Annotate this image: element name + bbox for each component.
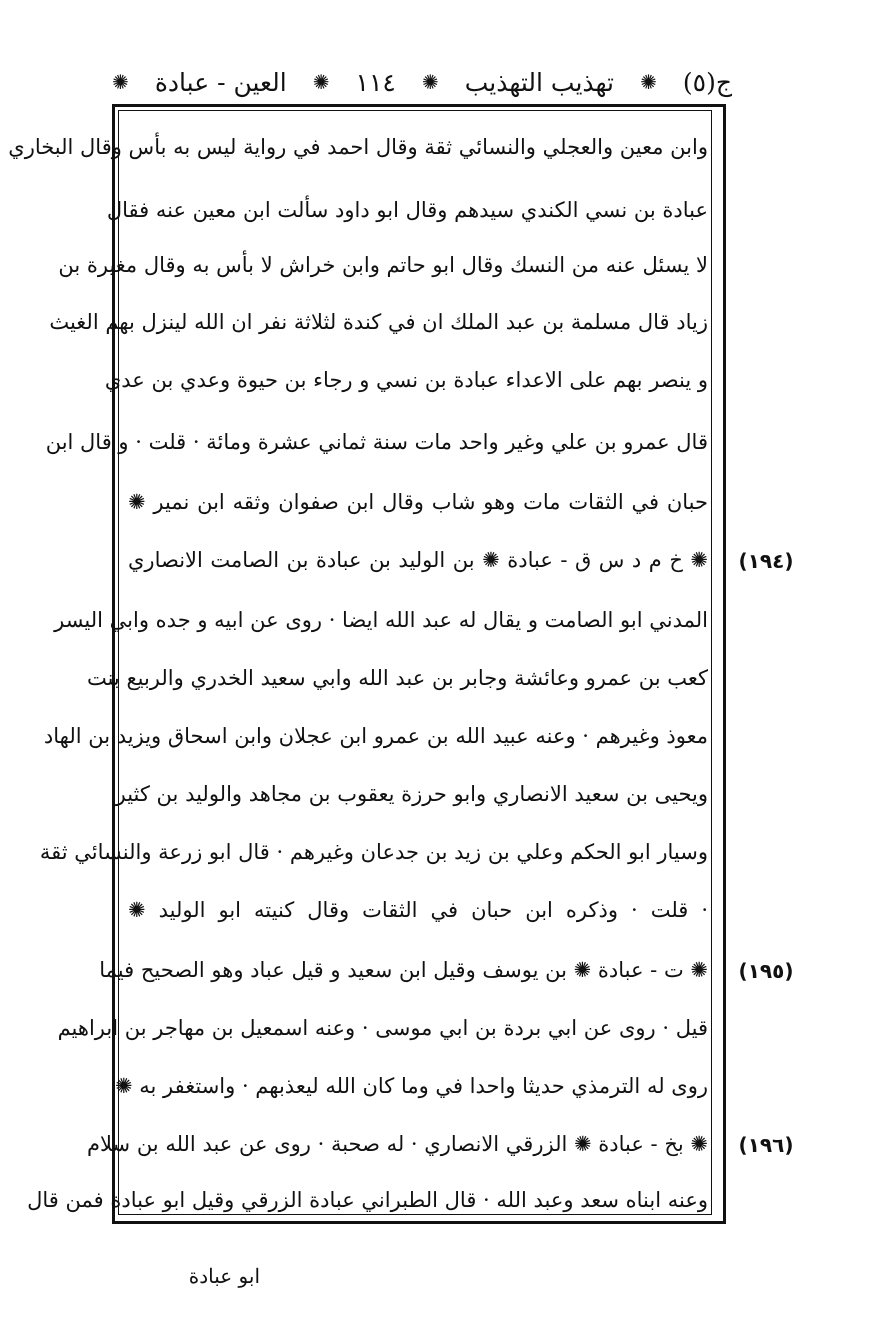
ornament-icon: ✺ [112, 70, 129, 94]
text-line: قيل · روى عن ابي بردة بن ابي موسى · وعنه اسمعيل بن مهاجر بن ابراهيم [57, 1016, 708, 1040]
ornament-icon: ✺ [312, 70, 330, 94]
text-line: كعب بن عمرو وعائشة وجابر بن عبد الله وابي سعيد الخدري والربيع بنت [86, 666, 708, 690]
text-line: · قلت · وذكره ابن حبان في الثقات وقال كنيته ابو الوليد ✺ [128, 898, 708, 922]
text-line: معوذ وغيرهم · وعنه عبيد الله بن عمرو ابن عجلان وابن اسحاق ويزيد بن الهاد [43, 724, 708, 748]
page-number: ١١٤ [355, 67, 396, 97]
text-line: و ينصر بهم على الاعداء عبادة بن نسي و رجاء بن حيوة وعدي بن عدي [104, 368, 708, 392]
text-line: وابن معين والعجلي والنسائي ثقة وقال احمد في رواية ليس به بأس وقال البخاري [8, 135, 708, 159]
ornament-icon: ✺ [640, 70, 657, 94]
book-title: تهذيب التهذيب [464, 67, 615, 97]
catchword: ابو عبادة [188, 1264, 260, 1288]
text-line: لا يسئل عنه من النسك وقال ابو حاتم وابن خراش لا بأس به وقال مغيرة بن [58, 253, 708, 277]
text-line: حبان في الثقات مات وهو شاب وقال ابن صفوان وثقه ابن نمير ✺ [128, 490, 708, 514]
text-line: قال عمرو بن علي وغير واحد مات سنة ثماني عشرة ومائة · قلت · و قال ابن [45, 430, 708, 454]
volume-label: ج(٥) [682, 67, 732, 97]
text-line: المدني ابو الصامت و يقال له عبد الله ايضا · روى عن ابيه و جده وابي اليسر [54, 608, 708, 632]
text-line: ويحيى بن سعيد الانصاري وابو حرزة يعقوب بن مجاهد والوليد بن كثير [115, 782, 708, 806]
text-line: ✺ خ م د س ق - عبادة ✺ بن الوليد بن عبادة بن الصامت الانصاري [128, 548, 708, 572]
entry-number: (١٩٥) [738, 959, 794, 983]
text-line: وسيار ابو الحكم وعلي بن زيد بن جدعان وغيرهم · قال ابو زرعة والنسائي ثقة [39, 840, 708, 864]
text-line: عبادة بن نسي الكندي سيدهم وقال ابو داود سألت ابن معين عنه فقال [106, 198, 708, 222]
text-line: وعنه ابناه سعد وعبد الله · قال الطبراني عبادة الزرقي وقيل ابو عبادة فمن قال [27, 1188, 708, 1212]
entry-number: (١٩٤) [738, 549, 794, 573]
entry-number: (١٩٦) [738, 1133, 794, 1157]
text-line: روى له الترمذي حديثا واحدا في وما كان الله ليعذبهم · واستغفر به ✺ [114, 1074, 708, 1098]
text-line: ✺ بخ - عبادة ✺ الزرقي الانصاري · له صحبة · روى عن عبد الله بن سلام [87, 1132, 708, 1156]
running-header [112, 60, 732, 104]
text-line: ✺ ت - عبادة ✺ بن يوسف وقيل ابن سعيد و قيل عباد وهو الصحيح فيما [99, 958, 708, 982]
ornament-icon: ✺ [421, 70, 439, 94]
text-line: زياد قال مسلمة بن عبد الملك ان في كندة لثلاثة نفر ان الله لينزل بهم الغيث [49, 310, 708, 334]
section-title: العين - عبادة [154, 67, 287, 97]
